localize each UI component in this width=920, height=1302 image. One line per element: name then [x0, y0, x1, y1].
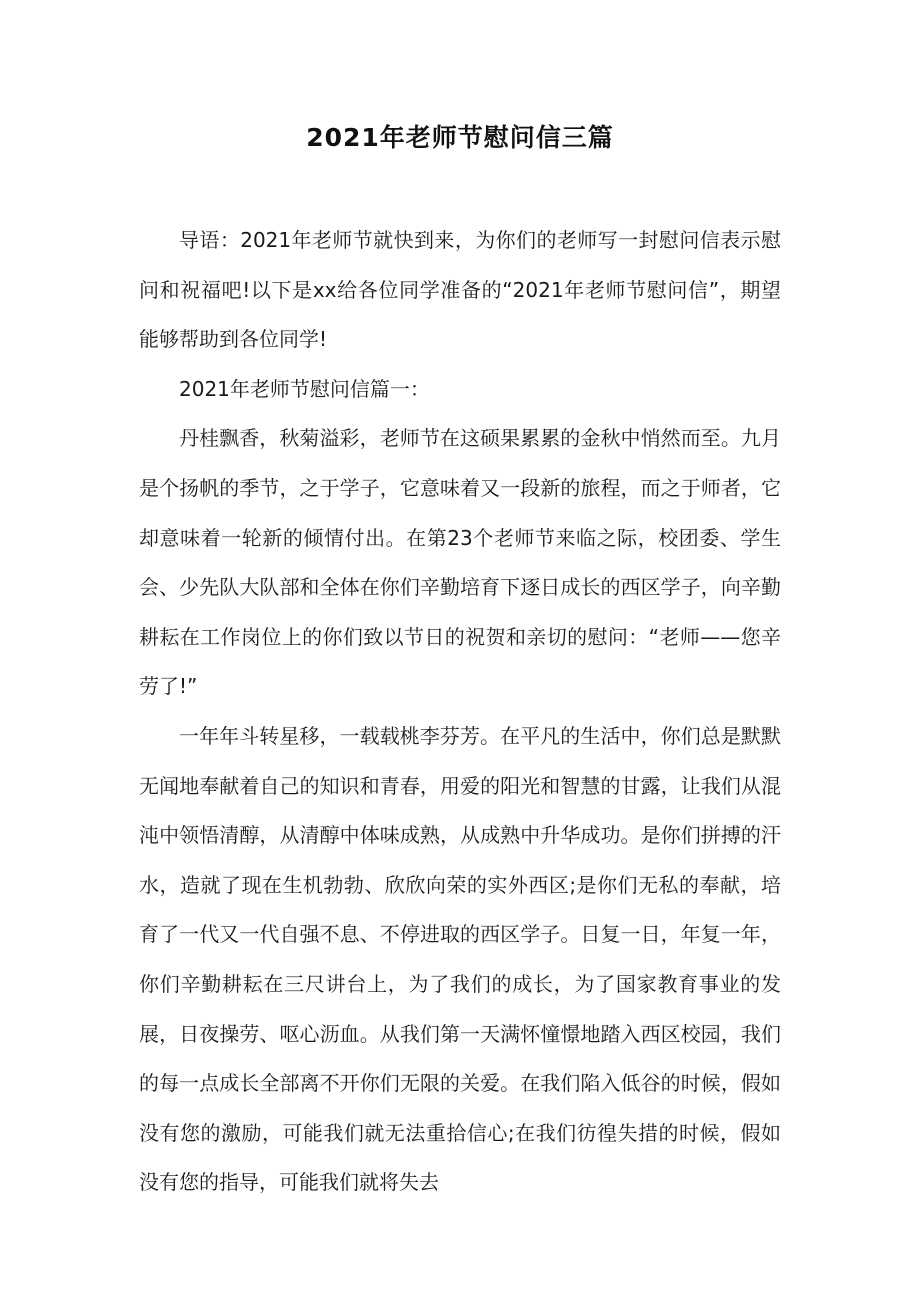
body-paragraph: 一年年斗转星移，一载载桃李芬芳。在平凡的生活中，你们总是默默无闻地奉献着自己的知识和青春，用爱的阳光和智慧的甘露，让我们从混沌中领悟清醇，从清醇中体味成熟，从成熟中升华成功。是你们拼搏的汗水，造就了现在生机勃勃、欣欣向荣的实外西区;是你们无私的奉献，培育了一代又一代自强不息、不停进取的西区学子。日复一日，年复一年，你们辛勤耕耘在三尺讲台上，为了我们的成长，为了国家教育事业的发展，日夜操劳、呕心沥血。从我们第一天满怀憧憬地踏入西区校园，我们的每一点成长全部离不开你们无限的关爱。在我们陷入低谷的时候，假如没有您的激励，可能我们就无法重拾信心;在我们彷徨失措的时候，假如没有您的指导，可能我们就将失去: [139, 723, 781, 1195]
document-body: [139, 216, 781, 1208]
document-title: 2021年老师节慰问信三篇: [306, 123, 614, 152]
body-paragraph: 丹桂飘香，秋菊溢彩，老师节在这硕果累累的金秋中悄然而至。九月是个扬帆的季节，之于学子，它意味着又一段新的旅程，而之于师者，它却意味着一轮新的倾情付出。在第23个老师节来临之际，校团委、学生会、少先队大队部和全体在你们辛勤培育下逐日成长的西区学子，向辛勤耕耘在工作岗位上的你们致以节日的祝贺和亲切的慰问：“老师——您辛劳了!”: [139, 426, 781, 699]
intro-paragraph: 导语：2021年老师节就快到来，为你们的老师写一封慰问信表示慰问和祝福吧!以下是xx给各位同学准备的“2021年老师节慰问信”，期望能够帮助到各位同学!: [139, 228, 781, 352]
section-heading: 2021年老师节慰问信篇一：: [179, 376, 430, 401]
